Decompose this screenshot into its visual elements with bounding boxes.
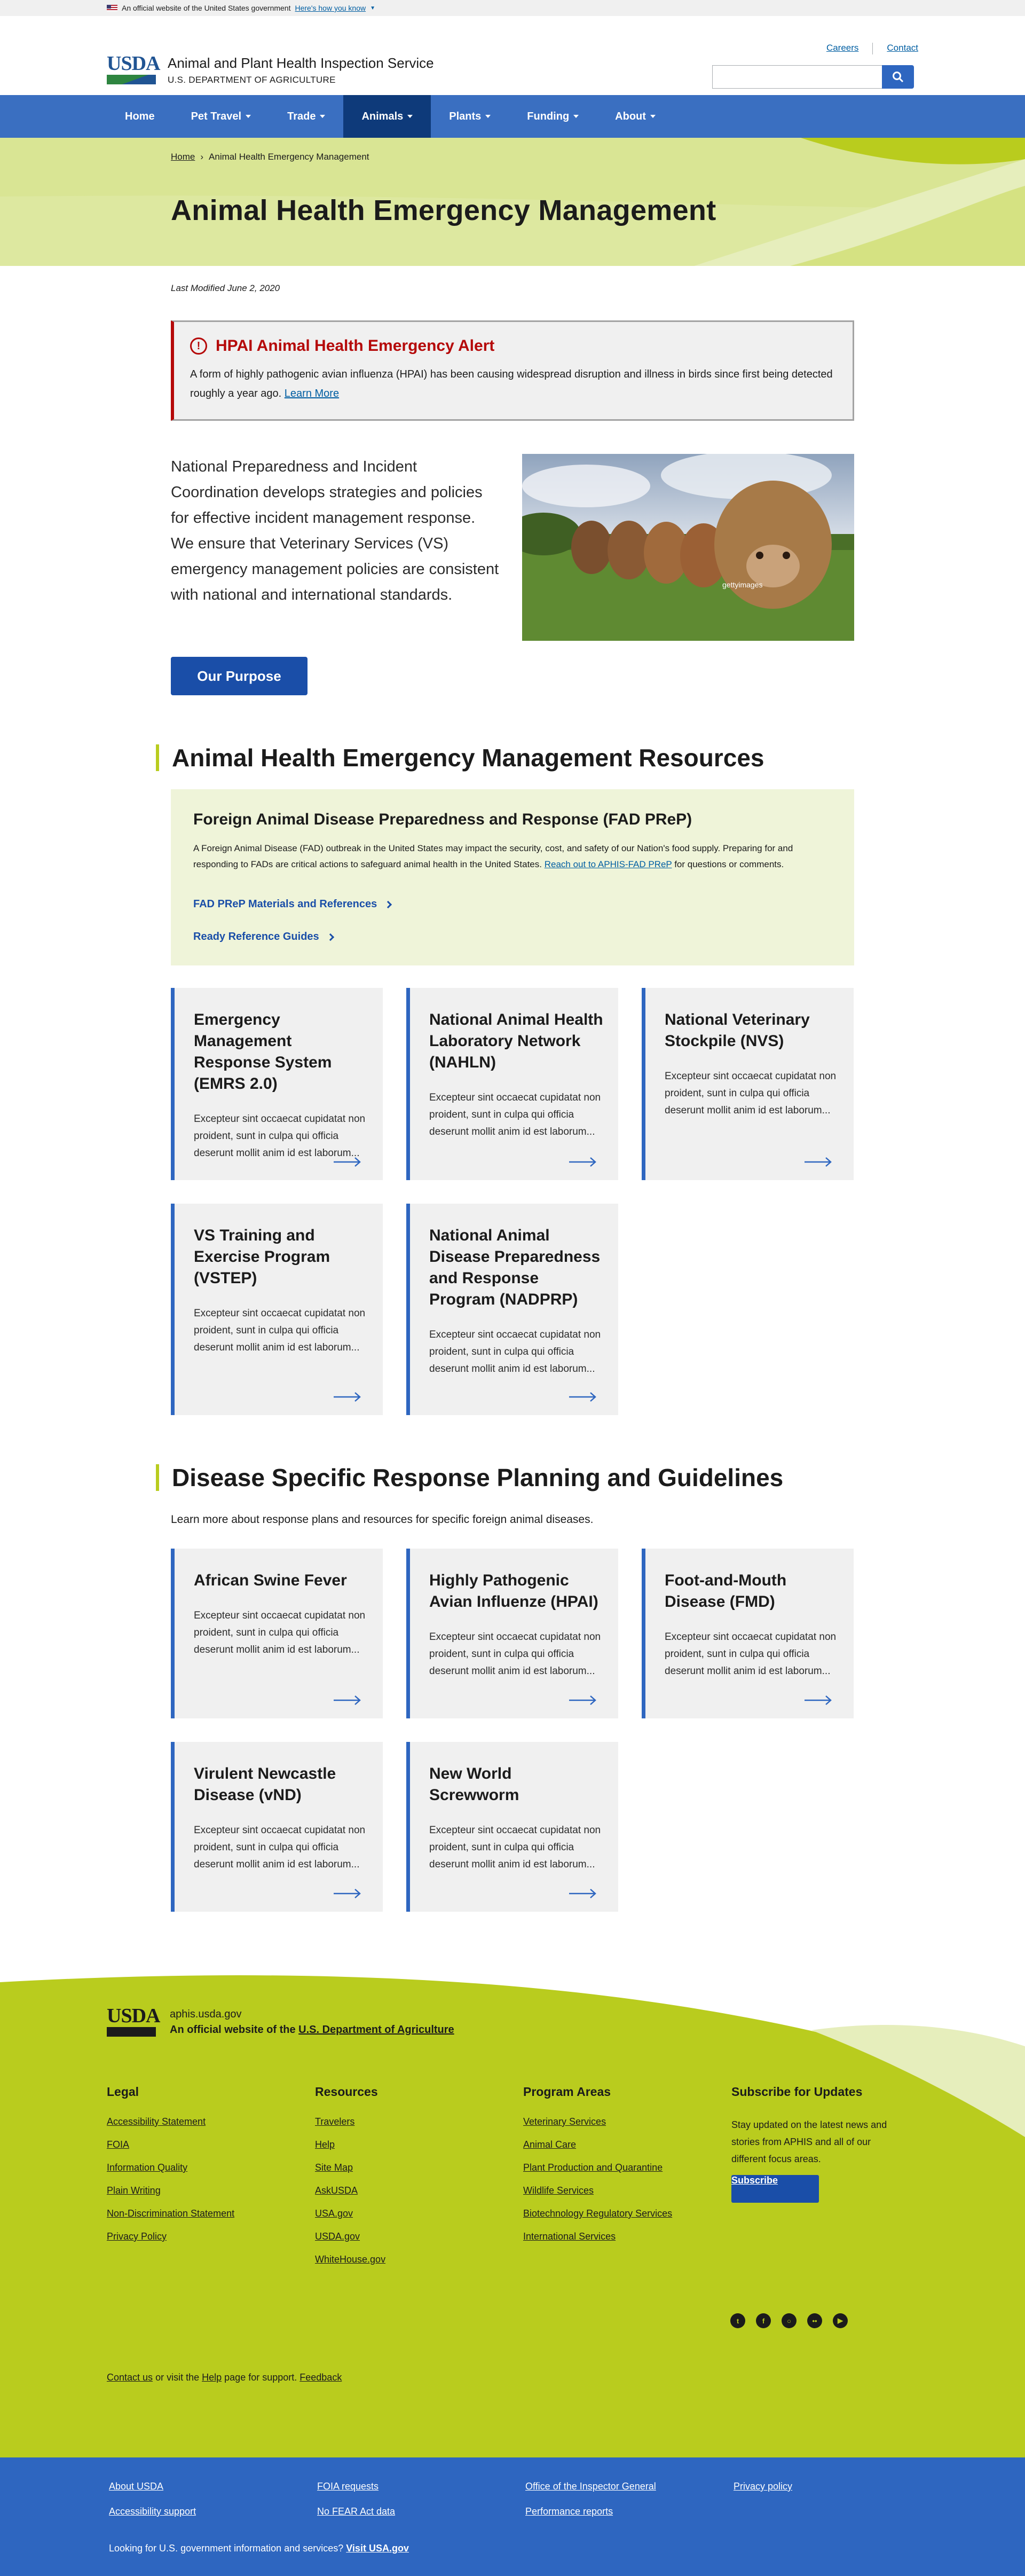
footer-link[interactable]: Animal Care (523, 2139, 577, 2150)
card-body: Excepteur sint occaecat cupidatat non proident, sunt in culpa qui officia deserunt mollit anim id est laborum... (665, 1631, 837, 1677)
footer-link[interactable]: Non-Discrimination Statement (107, 2208, 235, 2219)
careers-link[interactable]: Careers (826, 43, 859, 53)
main-content (171, 283, 854, 1912)
cattle-photo (522, 454, 854, 641)
breadcrumb-home[interactable]: Home (171, 152, 195, 162)
utility-links (826, 43, 918, 54)
identifier-link[interactable]: About USDA (109, 2481, 164, 2492)
photo-watermark: gettyimages (722, 580, 763, 589)
card-title: National Animal Health Laboratory Network (NAHLN) (429, 1011, 603, 1071)
footer-logo (107, 2006, 454, 2039)
agency-name: Animal and Plant Health Inspection Service (168, 54, 434, 71)
nav-plants[interactable]: Plants (431, 95, 509, 138)
hero-banner (0, 138, 1025, 266)
arrow-right-icon (569, 1888, 597, 1899)
footer-columns (107, 2085, 940, 2277)
help-link[interactable]: Help (202, 2372, 222, 2383)
caret-down-icon (650, 115, 656, 118)
identifier-links (109, 2481, 942, 2531)
resource-card-vstep[interactable] (171, 1204, 383, 1415)
footer-link[interactable]: USDA.gov (315, 2231, 360, 2242)
arrow-right-icon (805, 1695, 832, 1706)
arrow-right-icon (569, 1157, 597, 1167)
accent-bar (156, 744, 159, 771)
nav-pet-travel[interactable]: Pet Travel (173, 95, 270, 138)
nav-trade[interactable]: Trade (269, 95, 343, 138)
card-body: Excepteur sint occaecat cupidatat non proident, sunt in culpa qui officia deserunt mollit anim id est laborum... (194, 1308, 366, 1353)
identifier-link[interactable]: Privacy policy (734, 2481, 793, 2492)
accent-bar (156, 1464, 159, 1491)
search-button[interactable] (882, 65, 914, 89)
identifier-bar (0, 2457, 1025, 2576)
footer-col-title: Subscribe for Updates (731, 2085, 863, 2099)
chevron-right-icon (384, 900, 392, 908)
footer-link[interactable]: Plant Production and Quarantine (523, 2162, 663, 2173)
chevron-right-icon: › (200, 152, 204, 162)
main-nav (0, 95, 1025, 138)
ready-reference-link[interactable]: Ready Reference Guides (193, 931, 832, 943)
arrow-right-icon (334, 1157, 361, 1167)
site-footer (0, 1961, 1025, 2457)
fad-contact-link[interactable]: Reach out to APHIS-FAD PReP (544, 859, 672, 869)
footer-official: An official website of the U.S. Department of Agriculture (170, 2024, 454, 2036)
card-body: Excepteur sint occaecat cupidatat non proident, sunt in culpa qui officia deserunt mollit anim id est laborum... (429, 1825, 601, 1870)
card-title: National Veterinary Stockpile (NVS) (665, 1011, 810, 1050)
alert-body: A form of highly pathogenic avian influenza (HPAI) has been causing widespread disruption and illness in birds since first being detected roughly a year ago. Learn More (190, 368, 833, 399)
instagram-icon[interactable]: ○ (782, 2313, 797, 2328)
arrow-right-icon (334, 1392, 361, 1402)
identifier-link[interactable]: Office of the Inspector General (525, 2481, 656, 2492)
page-title: Animal Health Emergency Management (171, 194, 716, 226)
footer-col-subscribe (731, 2085, 940, 2277)
footer-link[interactable]: Site Map (315, 2162, 353, 2173)
footer-link[interactable]: AskUSDA (315, 2185, 358, 2196)
usda-link[interactable]: U.S. Department of Agriculture (298, 2024, 454, 2036)
emergency-alert (171, 320, 854, 421)
resource-card-nvs[interactable] (642, 988, 854, 1180)
disease-card-asf[interactable] (171, 1549, 383, 1718)
our-purpose-button[interactable]: Our Purpose (171, 657, 308, 695)
feedback-link[interactable]: Feedback (299, 2372, 342, 2383)
caret-down-icon (573, 115, 579, 118)
footer-link[interactable]: WhiteHouse.gov (315, 2254, 386, 2265)
card-body: Excepteur sint occaecat cupidatat non proident, sunt in culpa qui officia deserunt mollit anim id est laborum... (194, 1610, 366, 1655)
search-input[interactable] (712, 65, 882, 89)
card-body: Excepteur sint occaecat cupidatat non proident, sunt in culpa qui officia deserunt mollit anim id est laborum... (194, 1825, 366, 1870)
footer-link[interactable]: Information Quality (107, 2162, 188, 2173)
resource-cards (171, 988, 854, 1415)
identifier-link[interactable]: No FEAR Act data (317, 2506, 396, 2517)
card-body: Excepteur sint occaecat cupidatat non proident, sunt in culpa qui officia deserunt mollit anim id est laborum... (429, 1631, 601, 1677)
twitter-icon[interactable]: t (730, 2313, 745, 2328)
card-body: Excepteur sint occaecat cupidatat non proident, sunt in culpa qui officia deserunt mollit anim id est laborum... (429, 1092, 601, 1137)
footer-link[interactable]: Wildlife Services (523, 2185, 594, 2196)
disease-section-header (156, 1463, 854, 1492)
footer-col-title: Legal (107, 2085, 139, 2099)
caret-down-icon (320, 115, 325, 118)
arrow-right-icon (334, 1888, 361, 1899)
caret-down-icon (407, 115, 413, 118)
contact-us-link[interactable]: Contact us (107, 2372, 153, 2383)
card-title: Foot-and-Mouth Disease (FMD) (665, 1572, 787, 1611)
nav-about[interactable]: About (597, 95, 674, 138)
disease-cards (171, 1549, 854, 1912)
learn-more-link[interactable]: Learn More (284, 388, 340, 399)
footer-link[interactable]: Travelers (315, 2116, 355, 2127)
resource-card-nahln[interactable] (406, 988, 618, 1180)
card-title: National Animal Disease Preparedness and Response Program (NADPRP) (429, 1227, 601, 1308)
identifier-link[interactable]: Accessibility support (109, 2506, 196, 2517)
divider (872, 43, 873, 54)
search-icon (892, 71, 904, 83)
caret-down-icon (485, 115, 491, 118)
footer-link[interactable]: Plain Writing (107, 2185, 161, 2196)
nav-home[interactable]: Home (125, 110, 155, 122)
disease-card-vnd[interactable] (171, 1742, 383, 1912)
disease-card-hpai[interactable] (406, 1549, 618, 1718)
resource-card-emrs[interactable] (171, 988, 383, 1180)
card-body: Excepteur sint occaecat cupidatat non proident, sunt in culpa qui officia deserunt mollit anim id est laborum... (429, 1329, 601, 1375)
usa-gov-info: Looking for U.S. government information and services? Visit USA.gov (109, 2543, 409, 2554)
resource-card-nadprp[interactable] (406, 1204, 618, 1415)
subscribe-text: Stay updated on the latest news and stories from APHIS and all of our different focus areas. (731, 2119, 887, 2164)
visit-usa-gov-link[interactable]: Visit USA.gov (346, 2543, 409, 2554)
department-name: U.S. DEPARTMENT OF AGRICULTURE (168, 74, 336, 85)
card-title: Virulent Newcastle Disease (vND) (194, 1765, 336, 1804)
agency-logo[interactable] (107, 53, 434, 87)
footer-col-programs (523, 2085, 731, 2277)
breadcrumb (171, 152, 369, 162)
flickr-icon[interactable]: •• (807, 2313, 822, 2328)
breadcrumb-current: Animal Health Emergency Management (209, 152, 369, 162)
caret-down-icon (246, 115, 251, 118)
subscribe-button[interactable]: Subscribe (731, 2175, 819, 2203)
nav-animals[interactable]: Animals (343, 95, 431, 138)
nav-funding[interactable]: Funding (509, 95, 597, 138)
arrow-right-icon (569, 1392, 597, 1402)
disease-card-fmd[interactable] (642, 1549, 854, 1718)
footer-link[interactable]: Help (315, 2139, 335, 2150)
footer-link[interactable]: Privacy Policy (107, 2231, 167, 2242)
fad-materials-link[interactable]: FAD PReP Materials and References (193, 898, 832, 910)
youtube-icon[interactable]: ▶ (833, 2313, 848, 2328)
alert-icon: ! (190, 337, 207, 355)
chevron-right-icon (327, 933, 334, 940)
contact-link[interactable]: Contact (887, 43, 918, 53)
footer-site-name: aphis.usda.gov (170, 2008, 242, 2020)
footer-link[interactable]: International Services (523, 2231, 616, 2242)
resources-section-header (156, 743, 854, 772)
footer-contact: Contact us or visit the Help page for support. Feedback (107, 2372, 342, 2383)
footer-link[interactable]: USA.gov (315, 2208, 353, 2219)
card-title: African Swine Fever (194, 1572, 347, 1589)
footer-link[interactable]: Veterinary Services (523, 2116, 606, 2127)
disease-card-nws[interactable] (406, 1742, 618, 1912)
last-modified: Last Modified June 2, 2020 (171, 283, 280, 293)
card-title: VS Training and Exercise Program (VSTEP) (194, 1227, 330, 1287)
footer-col-title: Program Areas (523, 2085, 611, 2099)
heres-how-you-know-link[interactable]: Here's how you know (295, 4, 366, 12)
card-title: Highly Pathogenic Avian Influenze (HPAI) (429, 1572, 598, 1611)
arrow-right-icon (805, 1157, 832, 1167)
resources-title: Animal Health Emergency Management Resources (172, 744, 764, 772)
footer-link[interactable]: Biotechnology Regulatory Services (523, 2208, 673, 2219)
intro-text: National Preparedness and Incident Coordination develops strategies and policies for effective incident management response. We ensure that Veterinary Services (VS) emergency management policies are consistent with national and international standards. (171, 458, 499, 603)
arrow-right-icon (334, 1695, 361, 1706)
fad-title: Foreign Animal Disease Preparedness and Response (FAD PReP) (193, 811, 692, 828)
disease-title: Disease Specific Response Planning and Guidelines (172, 1464, 784, 1491)
card-body: Excepteur sint occaecat cupidatat non proident, sunt in culpa qui officia deserunt mollit anim id est laborum... (194, 1113, 366, 1159)
footer-link[interactable]: FOIA (107, 2139, 130, 2150)
intro-section (171, 454, 854, 641)
arrow-right-icon (569, 1695, 597, 1706)
usda-logo-icon: USDA (107, 53, 156, 87)
footer-col-resources (315, 2085, 523, 2277)
identifier-link[interactable]: FOIA requests (317, 2481, 379, 2492)
card-body: Excepteur sint occaecat cupidatat non proident, sunt in culpa qui officia deserunt mollit anim id est laborum... (665, 1071, 837, 1116)
card-title: New World Screwworm (429, 1765, 519, 1804)
fad-body: A Foreign Animal Disease (FAD) outbreak in the United States may impact the security, cost, and safety of our Nation's food supply. Preparing for and responding to FADs are critical actions to safeguard animal health in the United States. Reach out to APHIS-FAD PReP for questions or comments. (193, 843, 793, 869)
footer-col-title: Resources (315, 2085, 378, 2099)
usda-logo-icon: USDA (107, 2006, 156, 2039)
disease-intro: Learn more about response plans and resources for specific foreign animal diseases. (171, 1513, 594, 1526)
footer-link[interactable]: Accessibility Statement (107, 2116, 206, 2127)
social-links (730, 2313, 848, 2328)
footer-col-legal (107, 2085, 315, 2277)
alert-title: HPAI Animal Health Emergency Alert (216, 337, 495, 355)
card-title: Emergency Management Response System (EMRS 2.0) (194, 1011, 332, 1093)
facebook-icon[interactable]: f (756, 2313, 771, 2328)
identifier-link[interactable]: Performance reports (525, 2506, 613, 2517)
fad-prep-panel (171, 789, 854, 965)
chevron-down-icon: ▼ (370, 5, 376, 11)
us-flag-icon (107, 5, 117, 11)
search-form (712, 65, 914, 89)
site-header (0, 16, 1025, 95)
gov-banner-text: An official website of the United States government (122, 4, 291, 12)
gov-banner (0, 0, 1025, 16)
